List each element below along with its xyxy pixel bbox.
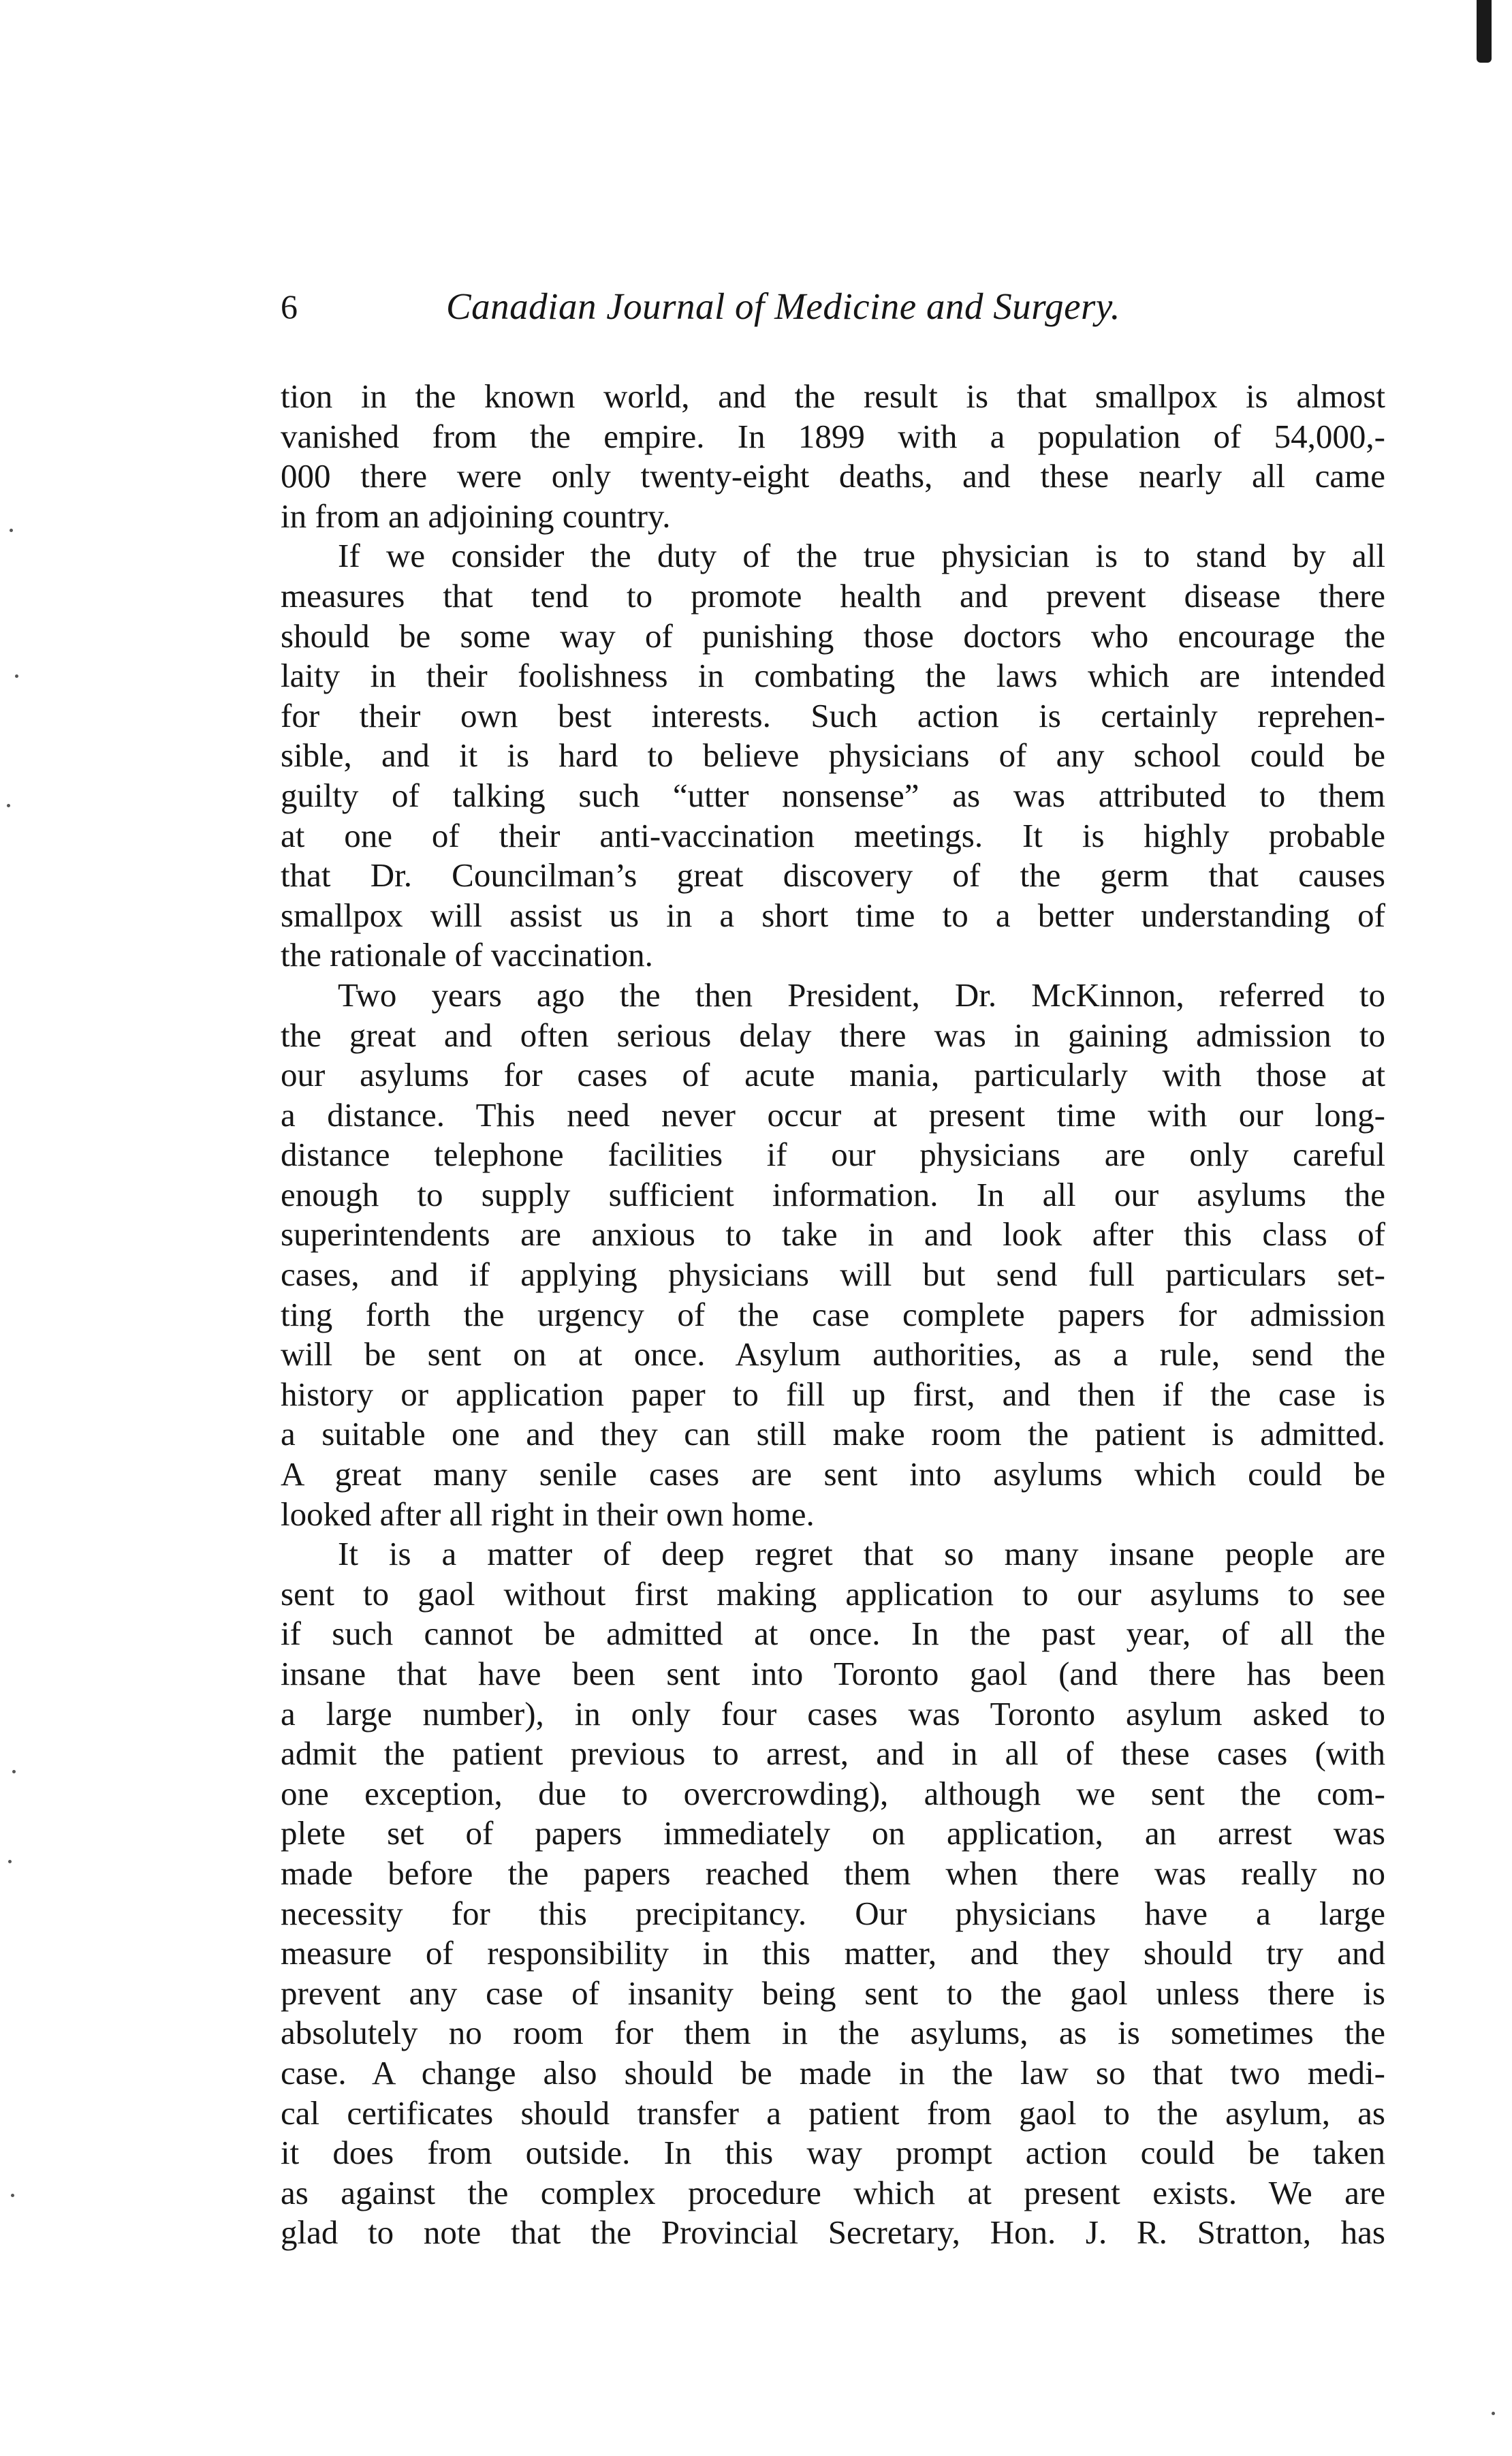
text-line: the great and often serious delay there was in gaining admission to	[281, 1016, 1385, 1054]
page-number: 6	[281, 287, 298, 326]
page-header	[0, 285, 1512, 339]
text-line: made before the papers reached them when there was really no	[281, 1854, 1385, 1892]
text-line: it does from outside. In this way prompt action could be taken	[281, 2134, 1385, 2172]
text-line: if such cannot be admitted at once. In the past year, of all the	[281, 1615, 1385, 1653]
text-line: history or application paper to fill up first, and then if the case is	[281, 1375, 1385, 1413]
scan-speck	[8, 1860, 12, 1863]
text-line: If we consider the duty of the true physician is to stand by all	[338, 537, 1385, 575]
text-line: looked after all right in their own home.	[281, 1495, 815, 1533]
text-line: as against the complex procedure which at present exists. We are	[281, 2173, 1385, 2211]
text-line: one exception, due to overcrowding), although we sent the com-	[281, 1774, 1385, 1812]
scan-speck	[11, 2194, 14, 2197]
text-line: that Dr. Councilman’s great discovery of the germ that causes	[281, 856, 1385, 895]
text-line: smallpox will assist us in a short time to a better understanding of	[281, 896, 1385, 934]
text-line: superintendents are anxious to take in and look after this class of	[281, 1215, 1385, 1254]
text-line: sent to gaol without first making application to our asylums to see	[281, 1574, 1385, 1613]
text-line: absolutely no room for them in the asylums, as is sometimes the	[281, 2014, 1385, 2052]
text-line: guilty of talking such “utter nonsense” as was attributed to them	[281, 776, 1385, 814]
text-line: insane that have been sent into Toronto gaol (and there has been	[281, 1655, 1385, 1692]
scan-edge-mark	[1477, 0, 1492, 63]
text-line: plete set of papers immediately on application, an arrest was	[281, 1814, 1385, 1852]
text-line: should be some way of punishing those doctors who encourage the	[281, 617, 1385, 655]
text-line: vanished from the empire. In 1899 with a population of 54,000,-	[281, 417, 1385, 455]
body-text	[281, 377, 1385, 2253]
scan-speck	[1492, 2412, 1495, 2415]
text-line: a large number), in only four cases was Toronto asylum asked to	[281, 1694, 1385, 1732]
text-line: tion in the known world, and the result is that smallpox is almost	[281, 377, 1385, 415]
text-line: cases, and if applying physicians will but send full particulars set-	[281, 1256, 1385, 1294]
text-line: case. A change also should be made in the law so that two medi-	[281, 2053, 1385, 2092]
text-line: in from an adjoining country.	[281, 497, 671, 535]
text-line: will be sent on at once. Asylum authorities, as a rule, send the	[281, 1335, 1385, 1373]
text-line: 000 there were only twenty-eight deaths, and these nearly all came	[281, 457, 1385, 495]
text-line: enough to supply sufficient information. In all our asylums the	[281, 1175, 1385, 1213]
running-head: Canadian Journal of Medicine and Surgery.	[446, 285, 1121, 327]
text-line: our asylums for cases of acute mania, particularly with those at	[281, 1056, 1385, 1094]
text-line: glad to note that the Provincial Secretary, Hon. J. R. Stratton, has	[281, 2213, 1385, 2252]
scan-speck	[12, 1770, 16, 1773]
text-line: for their own best interests. Such action is certainly reprehen-	[281, 696, 1385, 734]
text-line: at one of their anti-vaccination meetings. It is highly probable	[281, 816, 1385, 854]
text-line: It is a matter of deep regret that so many insane people are	[338, 1535, 1385, 1573]
text-line: distance telephone facilities if our physicians are only careful	[281, 1136, 1385, 1174]
text-line: measure of responsibility in this matter, and they should try and	[281, 1934, 1385, 1972]
text-line: a suitable one and they can still make room the patient is admitted.	[281, 1415, 1385, 1453]
scan-speck	[15, 674, 18, 678]
text-line: prevent any case of insanity being sent to the gaol unless there is	[281, 1974, 1385, 2012]
text-line: measures that tend to promote health and prevent disease there	[281, 576, 1385, 615]
text-line: the rationale of vaccination.	[281, 936, 653, 974]
text-line: Two years ago the then President, Dr. McKinnon, referred to	[338, 976, 1385, 1014]
text-line: A great many senile cases are sent into asylums which could be	[281, 1455, 1385, 1493]
text-line: ting forth the urgency of the case complete papers for admission	[281, 1295, 1385, 1333]
text-line: admit the patient previous to arrest, and in all of these cases (with	[281, 1735, 1385, 1773]
text-line: a distance. This need never occur at present time with our long-	[281, 1095, 1385, 1134]
text-line: sible, and it is hard to believe physicians of any school could be	[281, 736, 1385, 775]
scan-speck	[7, 804, 10, 807]
scan-speck	[10, 529, 13, 532]
text-line: cal certificates should transfer a patient from gaol to the asylum, as	[281, 2094, 1385, 2132]
text-line: necessity for this precipitancy. Our physicians have a large	[281, 1894, 1385, 1932]
text-line: laity in their foolishness in combating the laws which are intended	[281, 657, 1385, 695]
